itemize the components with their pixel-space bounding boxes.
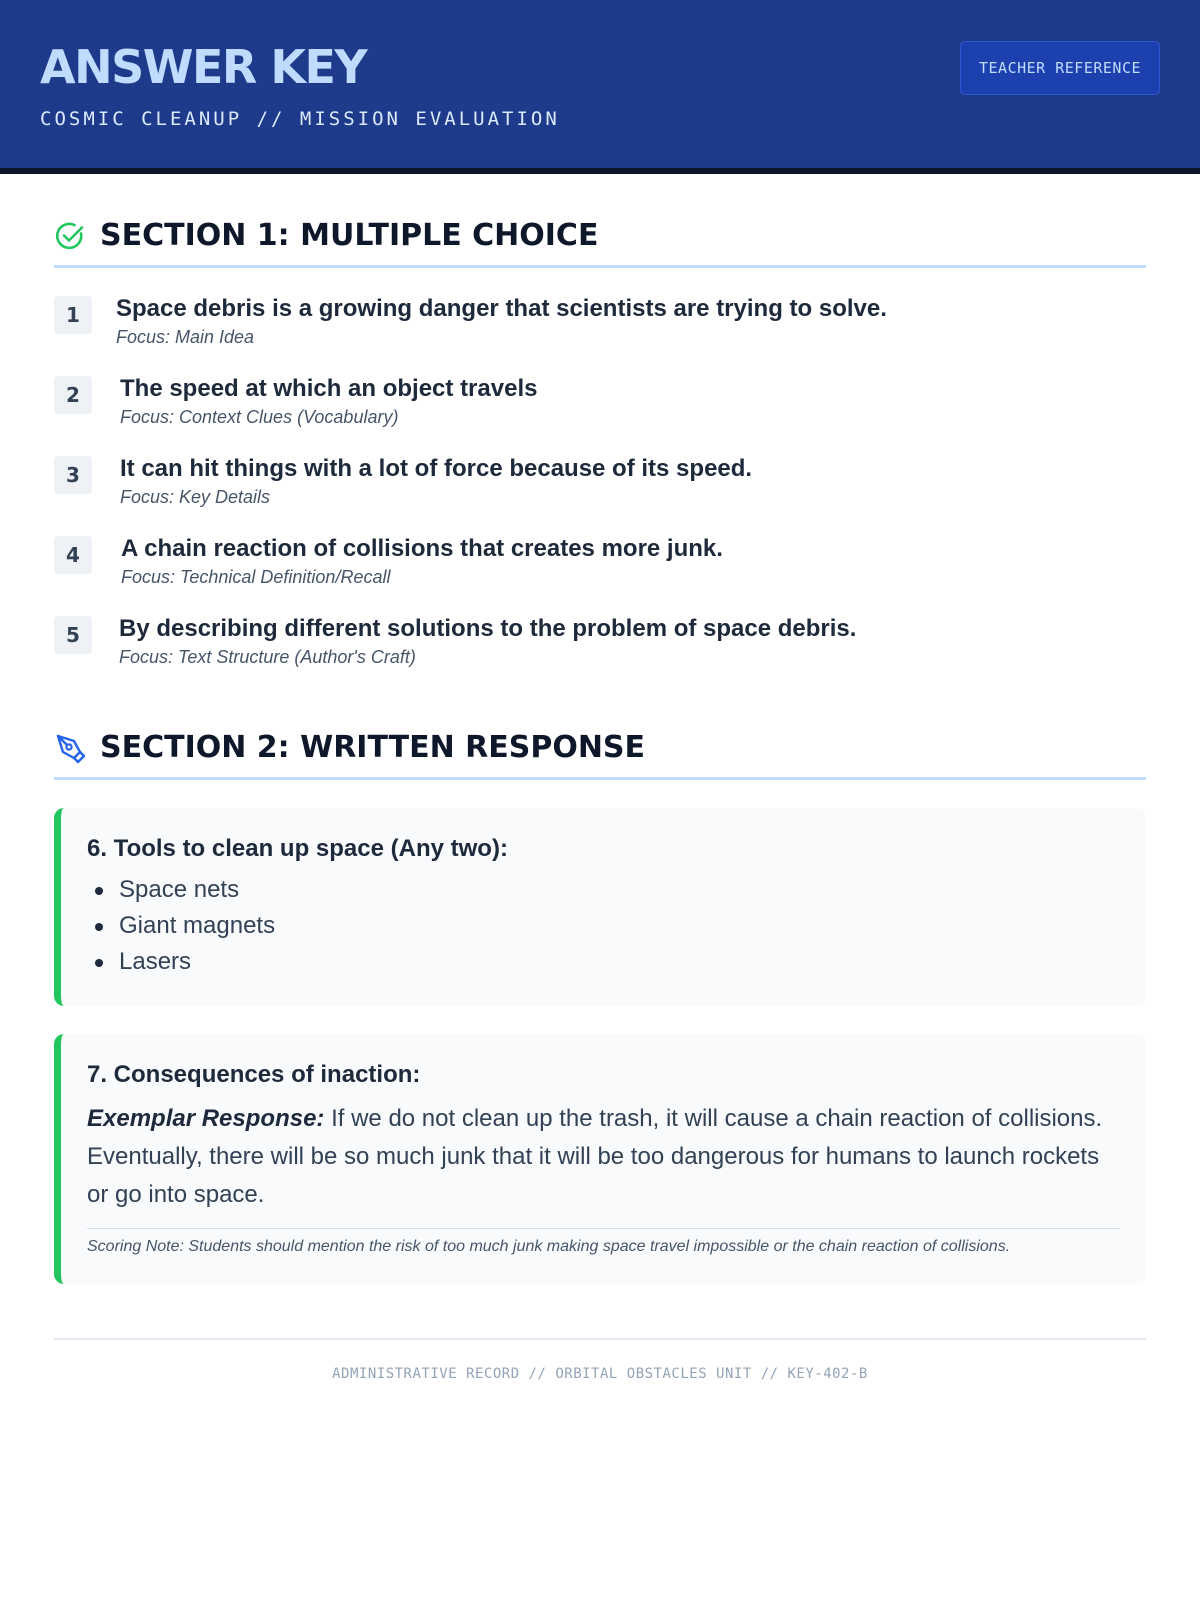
question-7-card [54,1034,1146,1284]
page-header [0,0,1200,174]
section-1-title: SECTION 1: MULTIPLE CHOICE [100,218,599,253]
list-item [54,534,1146,614]
list-item: Space nets [87,872,1120,908]
section-1-header [54,174,1146,268]
question-number: 1 [54,296,92,334]
focus-label: Focus: Key Details [120,487,271,507]
question-6-card [54,808,1146,1006]
list-item [54,614,1146,694]
focus-label: Focus: Context Clues (Vocabulary) [120,407,399,427]
question-number: 3 [54,456,92,494]
teacher-reference-badge: TEACHER REFERENCE [960,41,1160,95]
list-item [54,454,1146,534]
scoring-note: Scoring Note: Students should mention the risk of too much junk making space travel impossible or the chain reaction of collisions. [87,1228,1120,1256]
section-2-header [54,694,1146,780]
pen-nib-icon [54,732,86,764]
main-content [0,174,1200,1382]
tools-list [87,872,1120,980]
answer-text: A chain reaction of collisions that creates more junk. [121,535,723,562]
exemplar-label: Exemplar Response: [87,1105,325,1132]
page-subtitle: COSMIC CLEANUP // MISSION EVALUATION [40,108,560,130]
answer-text: It can hit things with a lot of force because of its speed. [120,455,753,482]
section-2-title: SECTION 2: WRITTEN RESPONSE [100,730,646,765]
page-footer: ADMINISTRATIVE RECORD // ORBITAL OBSTACLES UNIT // KEY-402-B [54,1338,1146,1382]
answer-text: The speed at which an object travels [120,375,538,402]
list-item [54,294,1146,374]
answer-text: Space debris is a growing danger that scientists are trying to solve. [116,295,887,322]
focus-label: Focus: Text Structure (Author's Craft) [119,647,416,667]
question-6-title: 6. Tools to clean up space (Any two): [87,835,508,862]
page-title: ANSWER KEY [40,40,367,94]
question-number: 5 [54,616,92,654]
exemplar-response [87,1100,1120,1214]
check-circle-icon [54,220,86,252]
focus-label: Focus: Technical Definition/Recall [121,567,391,587]
exemplar-text: If we do not clean up the trash, it will cause a chain reaction of collisions. Eventually, there will be so much junk that it will be too dangerous for humans to launch rockets or go into space. [87,1105,1103,1208]
question-7-title: 7. Consequences of inaction: [87,1061,421,1088]
list-item: Giant magnets [87,908,1120,944]
question-number: 2 [54,376,92,414]
list-item: Lasers [87,944,1120,980]
answer-text: By describing different solutions to the problem of space debris. [119,615,857,642]
multiple-choice-list [54,268,1146,694]
list-item [54,374,1146,454]
focus-label: Focus: Main Idea [116,327,255,347]
question-number: 4 [54,536,92,574]
